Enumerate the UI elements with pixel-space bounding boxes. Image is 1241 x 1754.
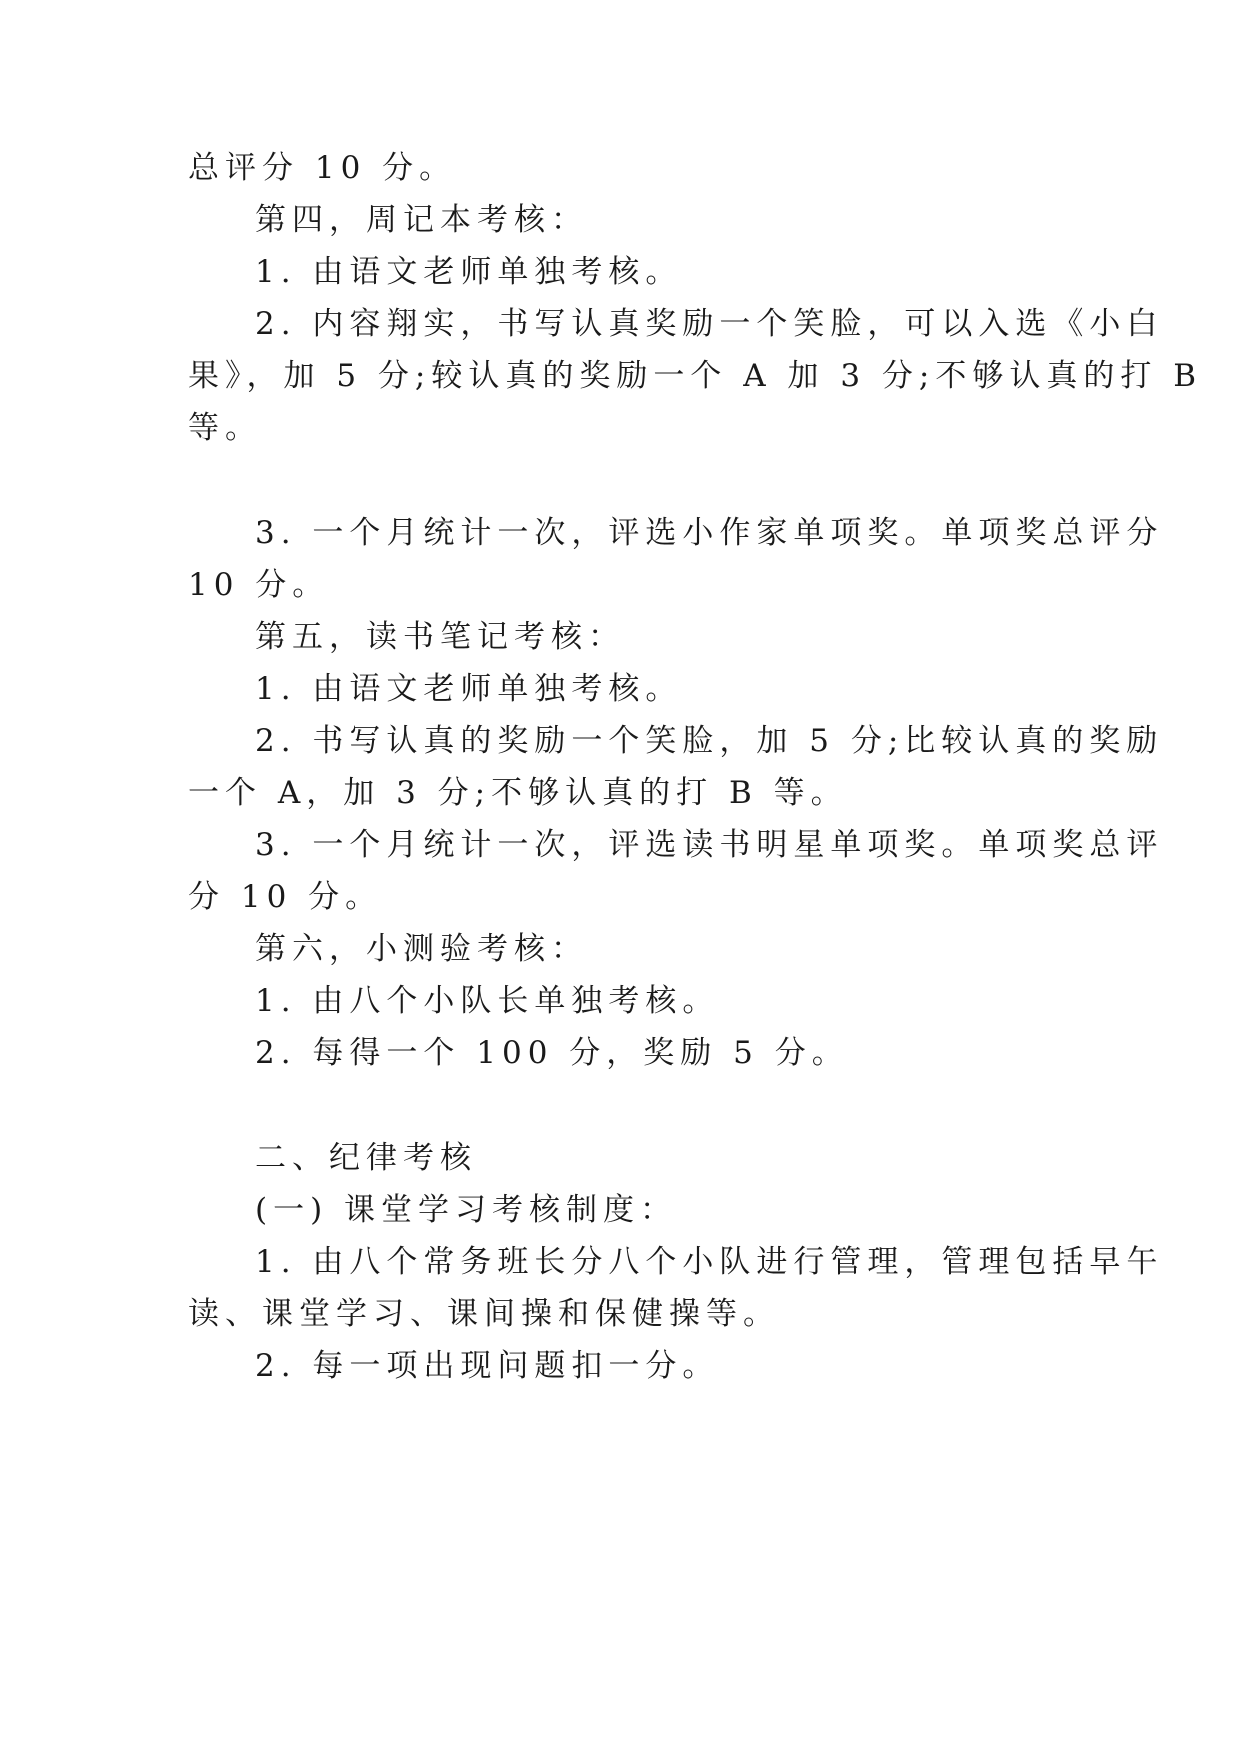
text-line: 分 10 分。 <box>188 879 383 915</box>
section-heading: 第五，读书笔记考核： <box>255 619 625 655</box>
section-heading: 第四，周记本考核： <box>255 202 588 238</box>
section-heading: 第六，小测验考核： <box>255 931 588 967</box>
text-line: 2. 每得一个 100 分，奖励 5 分。 <box>255 1035 849 1071</box>
text-line: 读、课堂学习、课间操和保健操等。 <box>188 1296 780 1332</box>
text-line: 3. 一个月统计一次，评选小作家单项奖。单项奖总评分 <box>255 515 1164 551</box>
text-line: 10 分。 <box>188 567 330 603</box>
text-line: 3. 一个月统计一次，评选读书明星单项奖。单项奖总评 <box>255 827 1164 863</box>
text-line: 2. 书写认真的奖励一个笑脸，加 5 分;比较认真的奖励 <box>255 723 1164 759</box>
text-line: 总评分 10 分。 <box>188 150 457 186</box>
text-line: 1. 由八个小队长单独考核。 <box>255 983 720 1019</box>
text-line: 1. 由语文老师单独考核。 <box>255 671 683 707</box>
text-line: 1. 由语文老师单独考核。 <box>255 254 683 290</box>
text-line: 一个 A，加 3 分;不够认真的打 B 等。 <box>188 775 848 811</box>
text-line: 1. 由八个常务班长分八个小队进行管理，管理包括早午 <box>255 1244 1164 1280</box>
text-line: 等。 <box>188 410 262 446</box>
text-line: 2. 内容翔实，书写认真奖励一个笑脸，可以入选《小白 <box>255 306 1164 342</box>
text-line: 2. 每一项出现问题扣一分。 <box>255 1348 720 1384</box>
subsection-heading: (一) 课堂学习考核制度： <box>255 1192 678 1228</box>
text-line: 果》，加 5 分;较认真的奖励一个 A 加 3 分;不够认真的打 B <box>188 358 1202 394</box>
section-title: 二、纪律考核 <box>255 1140 477 1176</box>
